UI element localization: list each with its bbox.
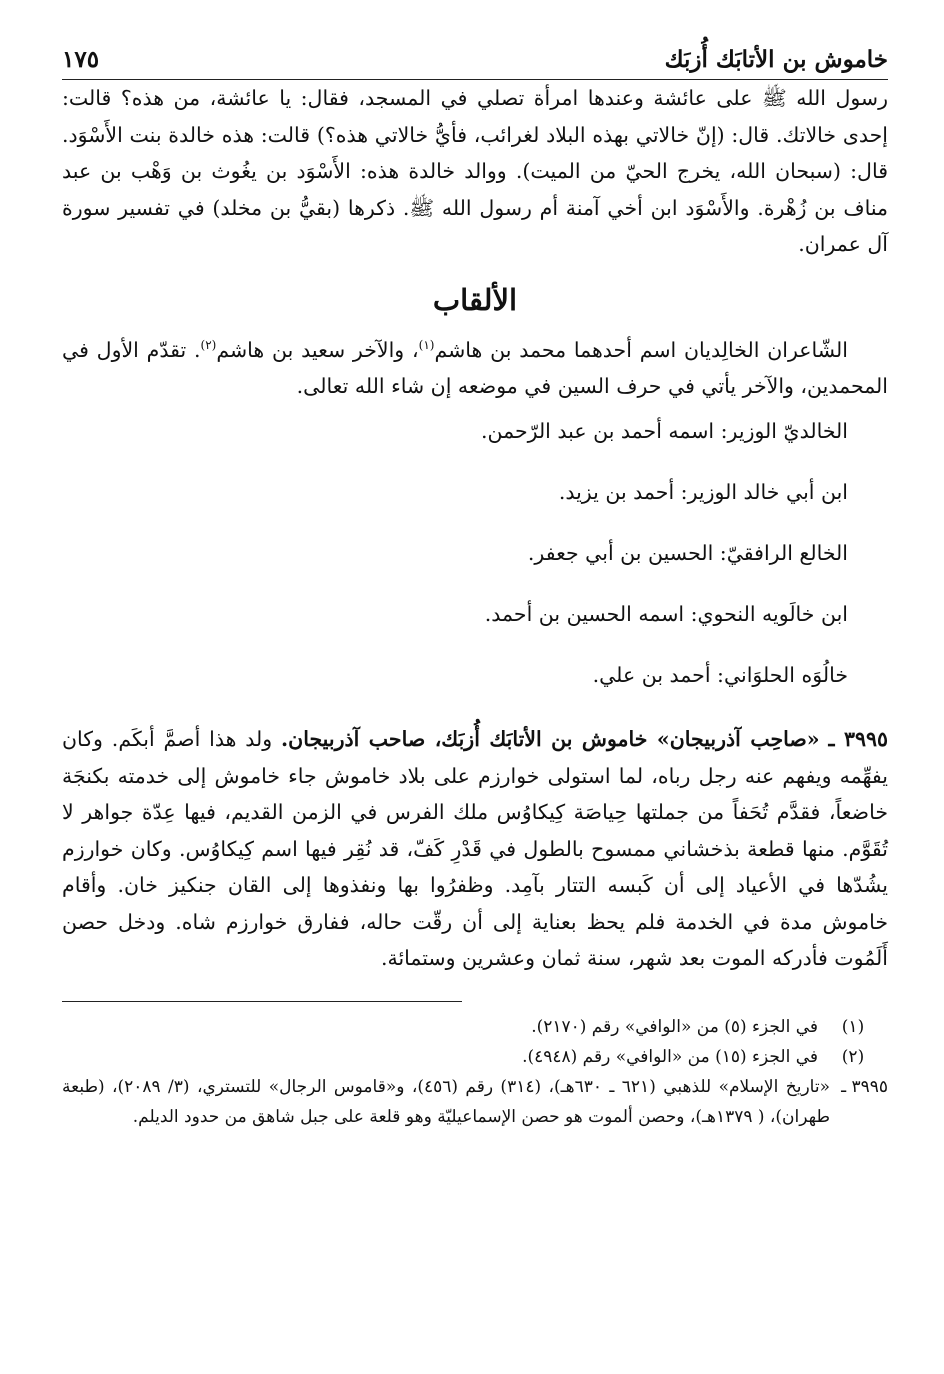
title-item: الخالديّ الوزير: اسمه أحمد بن عبد الرّحمن. (480, 419, 848, 444)
footnote-mark: (١) (841, 1016, 865, 1037)
footnote-mark: ٣٩٩٥ ـ (841, 1076, 888, 1097)
alqab-text-3: . تقدّم الأول في المحمدين، والآخر يأتي في حرف السين في موضعه إن شاء الله تعالى. (62, 337, 888, 398)
alqab-text-2: ، والآخر سعيد بن هاشم (216, 337, 419, 362)
footnote-item (62, 1072, 888, 1132)
footnote-separator (62, 1001, 462, 1002)
footnote-ref-2: (٢) (200, 337, 217, 352)
footnotes (62, 1012, 888, 1132)
footnote-item (62, 1042, 888, 1072)
page-number: ١٧٥ (62, 46, 100, 73)
main-text (62, 80, 888, 977)
footnote-item (62, 1012, 888, 1042)
title-item: الخالع الرافقيّ: الحسين بن أبي جعفر. (527, 541, 848, 566)
page-header (62, 30, 888, 80)
running-title: خاموش بن الأتابَك أُزبَك (664, 46, 888, 73)
alqab-paragraph (62, 327, 888, 405)
title-item: ابن أبي خالد الوزير: أحمد بن يزيد. (558, 480, 848, 505)
alqab-text-1: الشّاعران الخالِديان اسم أحدهما محمد بن هاشم (434, 337, 848, 362)
footnote-text: «تاريخ الإسلام» للذهبي (٦٢١ ـ ٦٣٠هـ)، (٣١٤) رقم (٤٥٦)، و«قاموس الرجال» للتستري، (٣/ ٢٠٨٩)، (طبعة طهران)، ( ١٣٧٩هـ)، وحصن ألموت هو حصن الإسماعيليّة وهو قلعة على جبل شاهق من حدود الديلم. (62, 1076, 830, 1127)
title-item: ابن خالَويه النحوي: اسمه الحسين بن أحمد. (484, 602, 848, 627)
footnote-rule-wrap (62, 977, 888, 1012)
footnote-text: في الجزء (٥) من «الوافي» رقم (٢١٧٠). (531, 1016, 818, 1037)
footnote-mark: (٢) (841, 1046, 865, 1067)
titles-list (62, 416, 888, 690)
intro-paragraph: رسول الله ﷺ على عائشة وعندها امرأة تصلي في المسجد، فقال: يا عائشة، من هذه؟ قالت: إحدى خالاتك. قال: (إنّ خالاتي بهذه البلاد لغرائب، فأيُّ خالاتي هذه؟) قالت: هذه خالدة بنت الأَسْوَد. قال: (سبحان الله، يخرج الحيّ من الميت). ووالد خالدة هذه: الأَسْوَد بن يغُوث بن وَهْب بن عبد مناف بن زُهْرة. والأَسْوَد ابن أخي آمنة أم رسول الله ﷺ. ذكرها (بقيُّ بن مخلد) في تفسير سورة آل عمران. (62, 86, 888, 256)
book-page (62, 30, 888, 1350)
section-heading: الألقاب (432, 282, 518, 317)
entry-number: ٣٩٩٥ ـ (828, 727, 888, 752)
footnote-ref-1: (١) (418, 337, 435, 352)
title-item: خالُوَه الحلوَاني: أحمد بن علي. (592, 663, 848, 688)
entry-heading: «صاحِب آذربيجان» خاموش بن الأتابَك أُزبَك، صاحب آذربيجان. (281, 727, 820, 752)
entry-body: ولد هذا أصمَّ أبكَم. وكان يفهِّمه ويفهم عنه رجل رباه، لما استولى خوارزم على بلاد خاموش جاء خاموش إلى خدمته بكنجَة خاضعاً، فقدَّم تُحَفاً من جملتها حِياصَة كِيكاوُس ملك الفرس في الزمن القديم، فيها عِدّة جواهر لا تُقَوَّم. منها قطعة بذخشاني ممسوح بالطول في قَدْرِ كَفّ، قد نُقِر فيها اسم كِيكاوُس. وكان خوارزم يشُدّها في الأعياد إلى أن كَبسه التتار بآمِد. وظفرُوا بها ونفذوها إلى القان جنكيز خان. وأقام خاموش مدة في الخدمة فلم يحظ بعناية إلى أن رقّت حاله، ففارق خوارزم شاه. ودخل حصن أَلَمُوت فأدركه الموت بعد شهر، سنة ثمان وعشرين وستمائة. (62, 727, 888, 971)
biography-entry (62, 721, 888, 977)
footnote-text: في الجزء (١٥) من «الوافي» رقم (٤٩٤٨). (522, 1046, 818, 1067)
